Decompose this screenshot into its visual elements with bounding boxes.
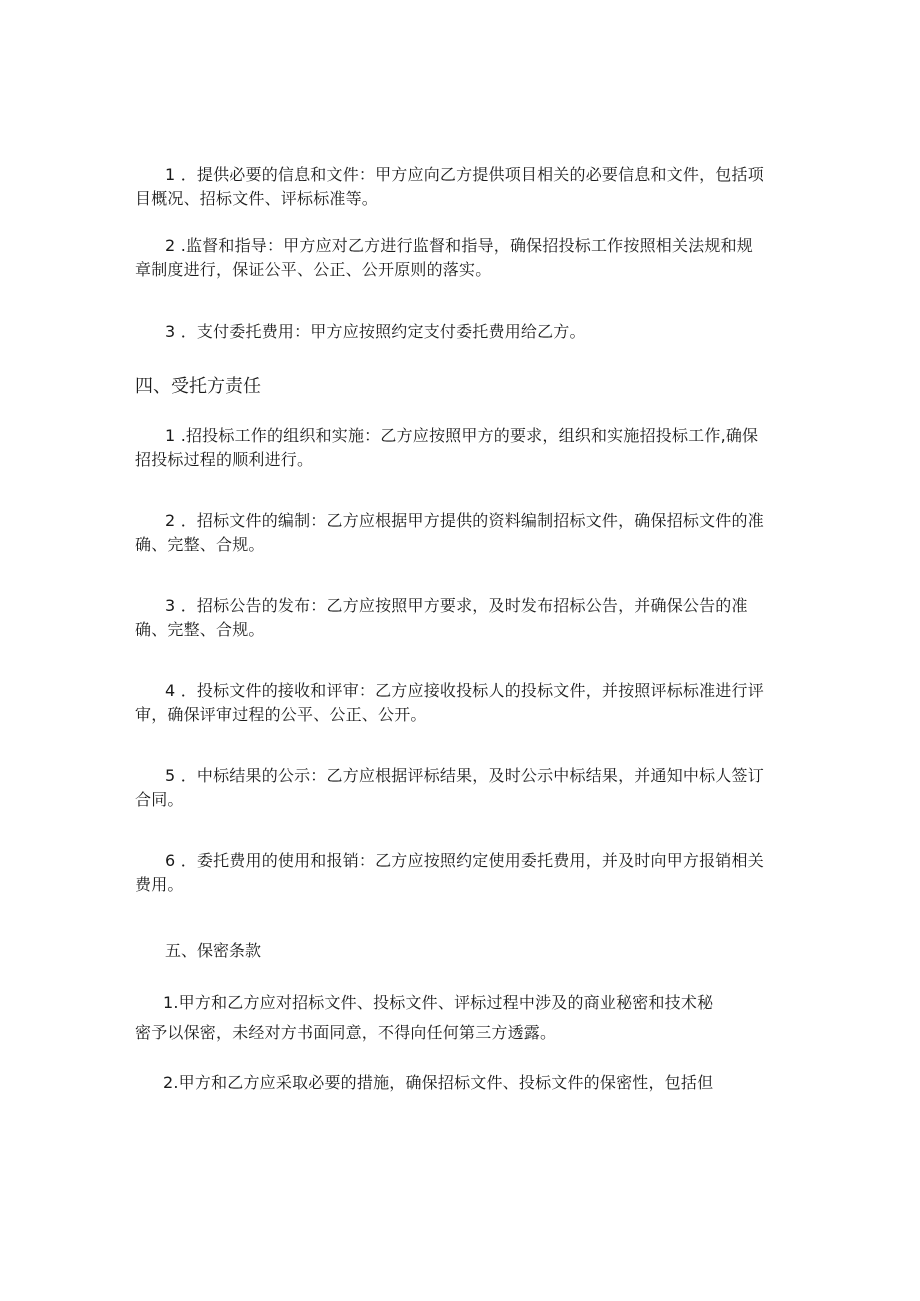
- clause-text-line2: 章制度进行，保证公平、公正、公开原则的落实。: [135, 260, 492, 279]
- clause-text-line2: 密予以保密，未经对方书面同意，不得向任何第三方透露。: [135, 1023, 557, 1042]
- clause-4-2: [135, 509, 800, 557]
- section-4-heading: 四、受托方责任: [135, 376, 261, 397]
- clause-text-line1: .招投标工作的组织和实施：乙方应按照甲方的要求，组织和实施招投标工作,确保: [180, 426, 759, 445]
- clause-number: 6: [165, 851, 176, 870]
- clause-3-3: [135, 320, 800, 344]
- clause-text-line2: 确、完整、合规。: [135, 620, 265, 639]
- clause-text-line2: 招投标过程的顺利进行。: [135, 450, 314, 469]
- clause-text-line1: 2.甲方和乙方应采取必要的措施，确保招标文件、投标文件的保密性，包括但: [163, 1073, 714, 1092]
- clause-text-line1: ．招标公告的发布：乙方应按照甲方要求，及时发布招标公告，并确保公告的准: [180, 596, 748, 615]
- clause-text-line1: 1.甲方和乙方应对招标文件、投标文件、评标过程中涉及的商业秘密和技术秘: [163, 993, 714, 1012]
- clause-number: 3: [165, 596, 176, 615]
- clause-3-2: [135, 234, 800, 282]
- clause-number: 3: [165, 322, 176, 341]
- clause-4-4: [135, 679, 800, 727]
- clause-text-line2: 费用。: [135, 875, 184, 894]
- clause-5-1: [135, 991, 800, 1045]
- clause-text-line1: ．提供必要的信息和文件：甲方应向乙方提供项目相关的必要信息和文件，包括项: [180, 165, 764, 184]
- clause-number: 1: [165, 426, 176, 445]
- clause-4-5: [135, 764, 800, 812]
- clause-text-line2: 目概况、招标文件、评标标准等。: [135, 189, 379, 208]
- clause-text-line1: ．中标结果的公示：乙方应根据评标结果，及时公示中标结果，并通知中标人签订: [180, 766, 764, 785]
- clause-4-6: [135, 849, 800, 897]
- clause-number: 2: [165, 236, 176, 255]
- clause-5-2: [135, 1071, 800, 1095]
- clause-number: 4: [165, 681, 176, 700]
- clause-number: 2: [165, 511, 176, 530]
- clause-text-line1: .监督和指导：甲方应对乙方进行监督和指导，确保招投标工作按照相关法规和规: [180, 236, 753, 255]
- section-5-heading: 五、保密条款: [165, 941, 262, 960]
- clause-text-line1: ．招标文件的编制：乙方应根据甲方提供的资料编制招标文件，确保招标文件的准: [180, 511, 764, 530]
- clause-4-1: [135, 424, 800, 472]
- clause-text-line1: ．委托费用的使用和报销：乙方应按照约定使用委托费用，并及时向甲方报销相关: [180, 851, 764, 870]
- clause-text-line1: ．投标文件的接收和评审：乙方应接收投标人的投标文件，并按照评标标准进行评: [180, 681, 764, 700]
- clause-text-line2: 审，确保评审过程的公平、公正、公开。: [135, 705, 427, 724]
- clause-text-line1: ．支付委托费用：甲方应按照约定支付委托费用给乙方。: [180, 322, 586, 341]
- clause-text-line2: 合同。: [135, 790, 184, 809]
- clause-3-1: [135, 163, 800, 211]
- clause-4-3: [135, 594, 800, 642]
- clause-number: 1: [165, 165, 176, 184]
- clause-number: 5: [165, 766, 176, 785]
- clause-text-line2: 确、完整、合规。: [135, 535, 265, 554]
